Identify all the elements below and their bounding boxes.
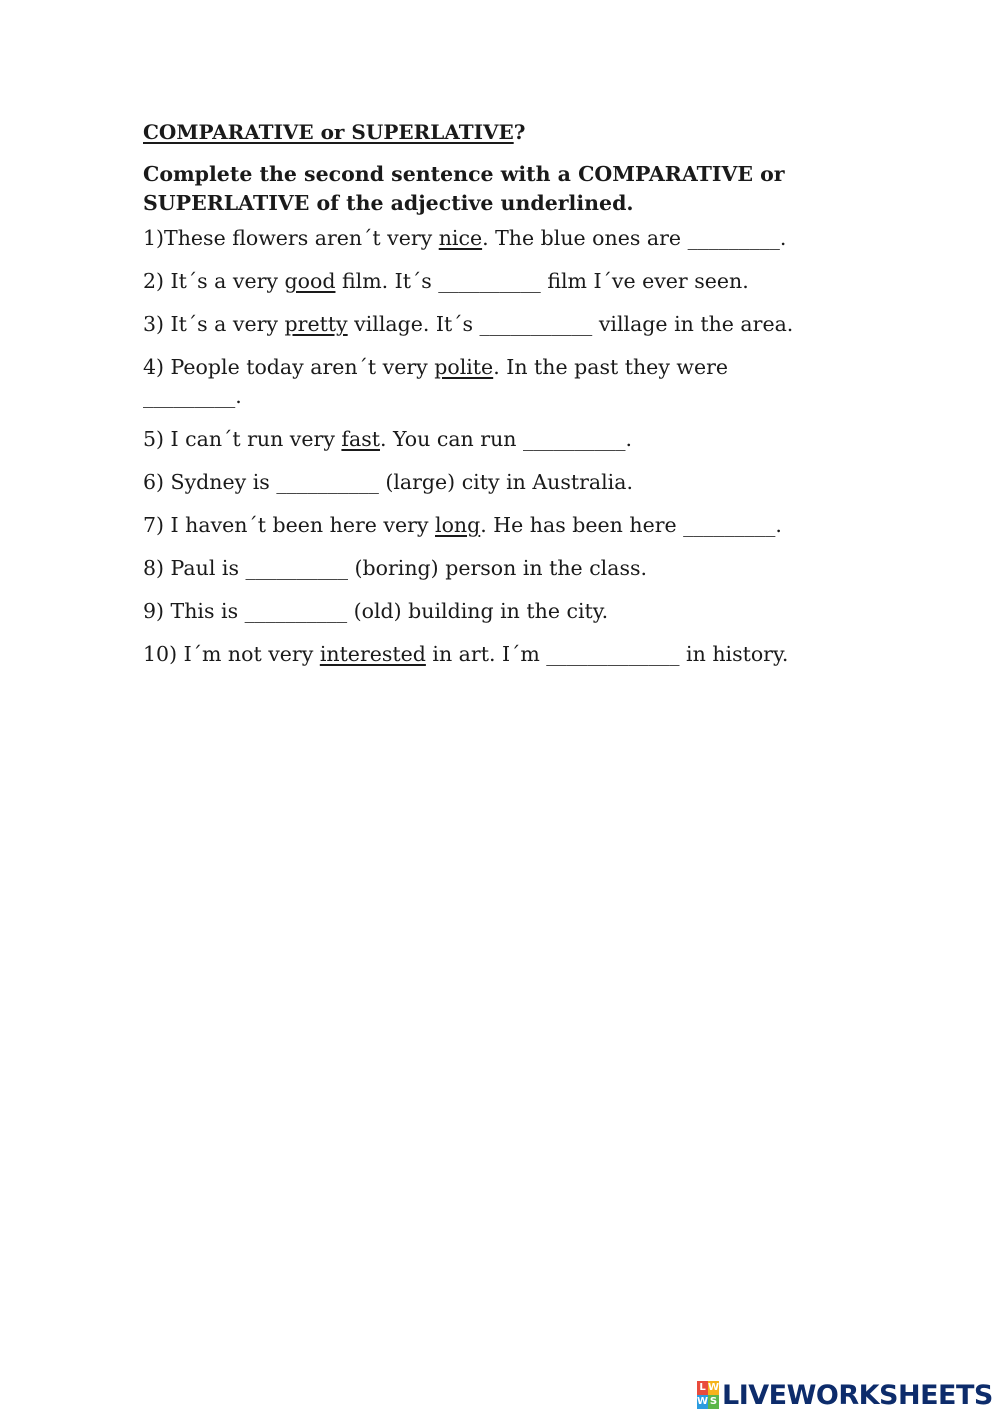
question-9: 9) This is __________ (old) building in the city. [143,599,609,623]
question-4: 4) People today aren´t very polite. In the past they were _________. [143,355,729,408]
page-title [143,118,903,146]
logo-text: LIVEWORKSHEETS [722,1379,993,1411]
instruction: Complete the second sentence with a COMPARATIVE or SUPERLATIVE of the adjective underlined. [143,162,785,215]
underlined-adjective: interested [319,642,426,666]
liveworksheets-logo [697,1378,993,1412]
worksheet [143,118,903,683]
question-7: 7) I haven´t been here very long. He has been here _________. [143,513,782,537]
underlined-adjective: good [284,269,336,293]
question-8: 8) Paul is __________ (boring) person in the class. [143,556,648,580]
question-5: 5) I can´t run very fast. You can run __________. [143,427,633,451]
question-10: 10) I´m not very interested in art. I´m _____________ in history. [143,642,789,666]
underlined-adjective: nice [438,226,483,250]
underlined-adjective: fast [341,427,380,451]
question-6: 6) Sydney is __________ (large) city in Australia. [143,470,633,494]
question-1: 1)These flowers aren´t very nice. The blue ones are _________. [143,226,787,250]
title-main: COMPARATIVE or SUPERLATIVE [143,120,514,144]
underlined-adjective: pretty [284,312,348,336]
question-2: 2) It´s a very good film. It´s __________ film I´ve ever seen. [143,269,749,293]
logo-mark-icon: L W W S [697,1382,720,1407]
underlined-adjective: long [435,513,481,537]
underlined-adjective: polite [434,355,494,379]
title-mark: ? [513,120,526,144]
question-3: 3) It´s a very pretty village. It´s ___________ village in the area. [143,312,794,336]
